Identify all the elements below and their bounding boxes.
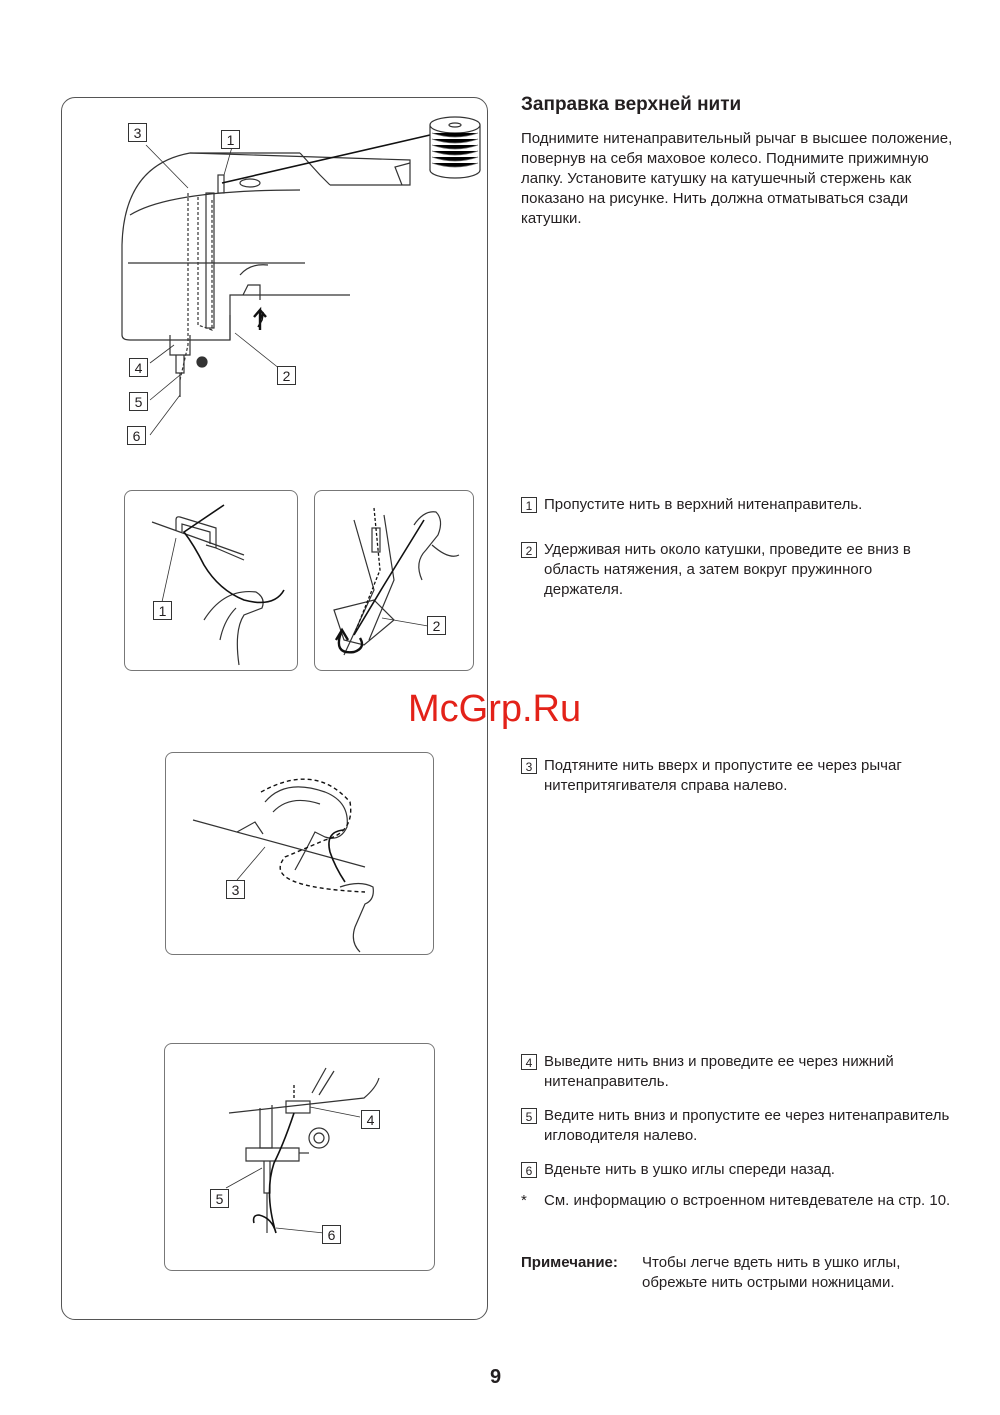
page-title: Заправка верхней нити xyxy=(521,94,742,115)
callout-main-2: 2 xyxy=(277,366,296,385)
callout-main-5: 5 xyxy=(129,392,148,411)
step-number: 5 xyxy=(521,1108,537,1124)
step-text: Пропустите нить в верхний нитенаправитель. xyxy=(544,496,863,513)
step-text: Удерживая нить около катушки, проведите ее вниз в область натяжения, а затем вокруг пружинного держателя. xyxy=(544,541,911,598)
guide-detail-illustration xyxy=(124,490,298,671)
callout-main-3: 3 xyxy=(128,123,147,142)
callout-guide-1: 1 xyxy=(153,601,172,620)
step-3 xyxy=(521,756,951,796)
step-number: 3 xyxy=(521,758,537,774)
callout-main-4: 4 xyxy=(129,358,148,377)
step-number: 6 xyxy=(521,1162,537,1178)
step-number: 4 xyxy=(521,1054,537,1070)
note-label: Примечание: xyxy=(521,1254,618,1271)
tension-detail-illustration xyxy=(314,490,474,671)
page-number: 9 xyxy=(490,1366,502,1388)
callout-takeup-3: 3 xyxy=(226,880,245,899)
takeup-detail-illustration xyxy=(165,752,434,955)
step-5 xyxy=(521,1106,951,1146)
needle-detail-illustration xyxy=(164,1043,435,1271)
watermark: McGrp.Ru xyxy=(408,688,582,730)
step-number: 2 xyxy=(521,542,537,558)
callout-needle-5: 5 xyxy=(210,1189,229,1208)
step-1 xyxy=(521,495,951,515)
callout-needle-4: 4 xyxy=(361,1110,380,1129)
step-text: Выведите нить вниз и проведите ее через нижний нитенаправитель. xyxy=(544,1053,894,1090)
asterisk-note xyxy=(521,1191,951,1211)
step-text: Подтяните нить вверх и пропустите ее через рычаг нитепритягивателя справа налево. xyxy=(544,757,902,794)
machine-head-illustration xyxy=(110,105,490,455)
callout-main-6: 6 xyxy=(127,426,146,445)
step-2 xyxy=(521,540,951,600)
intro-paragraph: Поднимите нитенаправительный рычаг в высшее положение, повернув на себя маховое колесо. Поднимите прижимную лапку. Установите катушку на катушечный стержень как показано на рисунке. Нить должна отматываться сзади катушки. xyxy=(521,130,953,227)
step-text: Ведите нить вниз и пропустите ее через нитенаправитель игловодителя налево. xyxy=(544,1107,950,1144)
callout-tension-2: 2 xyxy=(427,616,446,635)
step-number: 1 xyxy=(521,497,537,513)
asterisk-mark: * xyxy=(521,1192,527,1209)
asterisk-text: См. информацию о встроенном нитевдевателе на стр. 10. xyxy=(544,1192,951,1209)
note-text: Чтобы легче вдеть нить в ушко иглы, обрежьте нить острыми ножницами. xyxy=(642,1254,901,1291)
step-6 xyxy=(521,1160,951,1180)
callout-main-1: 1 xyxy=(221,130,240,149)
step-text: Вденьте нить в ушко иглы спереди назад. xyxy=(544,1161,835,1178)
step-4 xyxy=(521,1052,951,1092)
callout-needle-6: 6 xyxy=(322,1225,341,1244)
